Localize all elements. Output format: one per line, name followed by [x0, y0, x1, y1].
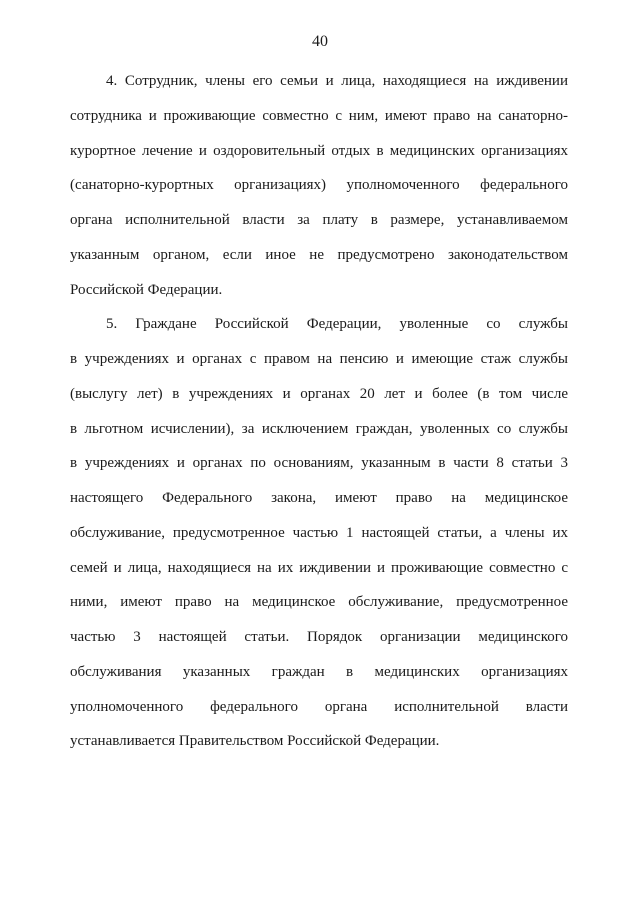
- text-line: Российской Федерации.: [70, 281, 223, 298]
- paragraph-item-5: [70, 307, 568, 759]
- text-line: семей и лица, находящиеся на их иждивении и проживающие совместно с: [70, 559, 568, 576]
- page-number: 40: [312, 33, 328, 50]
- text-line: настоящего Федерального закона, имеют право на медицинское: [70, 490, 568, 506]
- text-line: обслуживание, предусмотренное частью 1 настоящей статьи, а члены их: [70, 524, 568, 541]
- text-line: (выслугу лет) в учреждениях и органах 20 лет и более (в том числе: [70, 385, 568, 402]
- text-line: 4. Сотрудник, члены его семьи и лица, находящиеся на иждивении: [106, 73, 568, 89]
- text-line: органа исполнительной власти за плату в размере, устанавливаемом: [70, 212, 568, 228]
- text-line: сотрудника и проживающие совместно с ним, имеют право на санаторно-: [70, 107, 568, 124]
- paragraph-item-4: [70, 64, 568, 307]
- text-line: в учреждениях и органах с правом на пенсию и имеющие стаж службы: [70, 351, 568, 367]
- text-line: (санаторно-курортных организациях) уполномоченного федерального: [70, 177, 568, 194]
- text-line: указанным органом, если иное не предусмотрено законодательством: [70, 246, 568, 263]
- text-line: обслуживания указанных граждан в медицинских организациях: [70, 663, 568, 680]
- text-line: в льготном исчислении), за исключением граждан, уволенных со службы: [70, 420, 568, 437]
- document-body: [70, 64, 568, 759]
- text-line: частью 3 настоящей статьи. Порядок организации медицинского: [70, 629, 568, 645]
- text-line: курортное лечение и оздоровительный отдых в медицинских организациях: [70, 142, 568, 159]
- text-line: устанавливается Правительством Российской Федерации.: [70, 733, 440, 750]
- text-line: 5. Граждане Российской Федерации, уволенные со службы: [106, 316, 568, 333]
- text-line: в учреждениях и органах по основаниям, указанным в части 8 статьи 3: [70, 455, 568, 472]
- text-line: уполномоченного федерального органа исполнительной власти: [70, 698, 568, 715]
- text-line: ними, имеют право на медицинское обслуживание, предусмотренное: [70, 594, 568, 611]
